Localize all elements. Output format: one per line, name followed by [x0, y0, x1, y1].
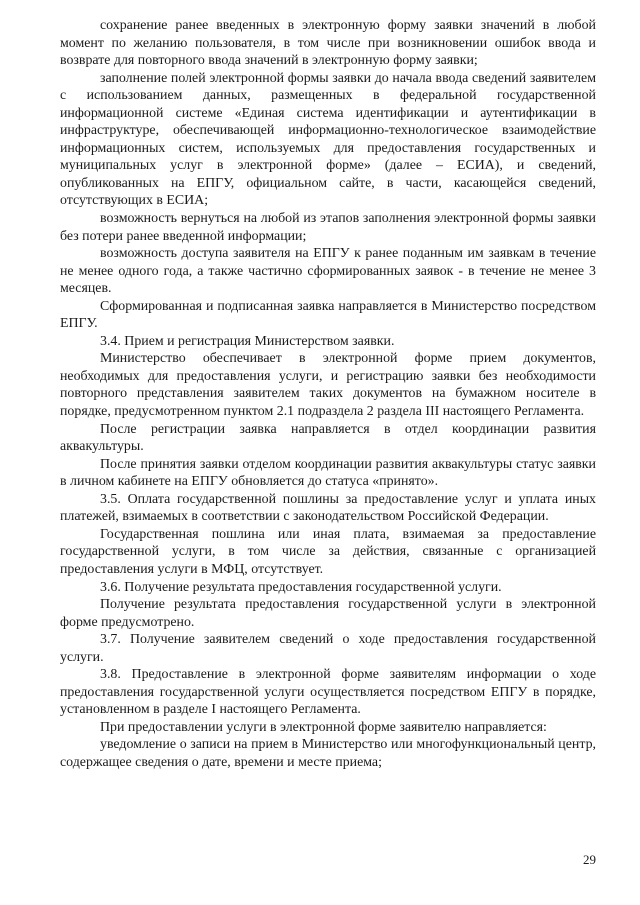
paragraph: Государственная пошлина или иная плата, взимаемая за предоставление государственной услуги, в том числе за действия, связанные с организацией предоставления услуги в МФЦ, отсутствует.: [60, 526, 596, 577]
section-heading: 3.7. Получение заявителем сведений о ходе предоставления государственной услуги.: [60, 632, 596, 665]
paragraph: При предоставлении услуги в электронной форме заявителю направляется:: [100, 719, 547, 735]
paragraph: Сформированная и подписанная заявка направляется в Министерство посредством ЕПГУ.: [60, 298, 596, 332]
paragraph: возможность вернуться на любой из этапов заполнения электронной формы заявки без потери ранее введенной информации;: [60, 211, 596, 244]
paragraph: уведомление о записи на прием в Министерство или многофункциональный центр, содержащее сведения о дате, времени и месте приема;: [60, 737, 596, 770]
paragraph: Министерство обеспечивает в электронной форме прием документов, необходимых для предоставления услуги, и регистрацию заявки без необходимости повторного представления заявителем таких документов на бумажном носителе в порядке, предусмотренном пунктом 2.1 подраздела 2 раздела III настоящего Регламента.: [60, 351, 596, 420]
body-text: [60, 17, 596, 772]
paragraph: После регистрации заявка направляется в отдел координации развития аквакультуры.: [60, 421, 596, 455]
paragraph: возможность доступа заявителя на ЕПГУ к ранее поданным им заявкам в течение не менее одного года, а также частично сформированных заявок - в течение не менее 3 месяцев.: [60, 246, 596, 297]
section-heading: 3.8. Предоставление в электронной форме заявителям информации о ходе предоставления государственной услуги осуществляется посредством ЕПГУ в порядке, установленном в разделе I настоящего Регламента.: [60, 667, 596, 718]
paragraph: заполнение полей электронной формы заявки до начала ввода сведений заявителем с использованием данных, размещенных в федеральной государственной информационной системе «Единая система идентификации и аутентификации в инфраструктуре, обеспечивающей информационно-технологическое взаимодействие информационных систем, используемых для предоставления государственных и муниципальных услуг в электронной форме» (далее – ЕСИА), и сведений, опубликованных на ЕПГУ, официальном сайте, в части, касающейся сведений, отсутствующих в ЕСИА;: [60, 70, 596, 209]
section-heading: 3.4. Прием и регистрация Министерством заявки.: [100, 333, 395, 349]
paragraph: После принятия заявки отделом координации развития аквакультуры статус заявки в личном кабинете на ЕПГУ обновляется до статуса «принято».: [60, 456, 596, 490]
section-heading: 3.6. Получение результата предоставления государственной услуги.: [100, 579, 502, 595]
paragraph: Получение результата предоставления государственной услуги в электронной форме предусмотрено.: [60, 597, 596, 630]
page-number: 29: [583, 852, 596, 867]
paragraph: сохранение ранее введенных в электронную форму заявки значений в любой момент по желанию пользователя, в том числе при возникновении ошибок ввода и возврате для повторного ввода значений в электронную форму заявки;: [60, 18, 596, 69]
section-heading: 3.5. Оплата государственной пошлины за предоставление услуг и уплата иных платежей, взимаемых в соответствии с законодательством Российской Федерации.: [60, 491, 596, 525]
